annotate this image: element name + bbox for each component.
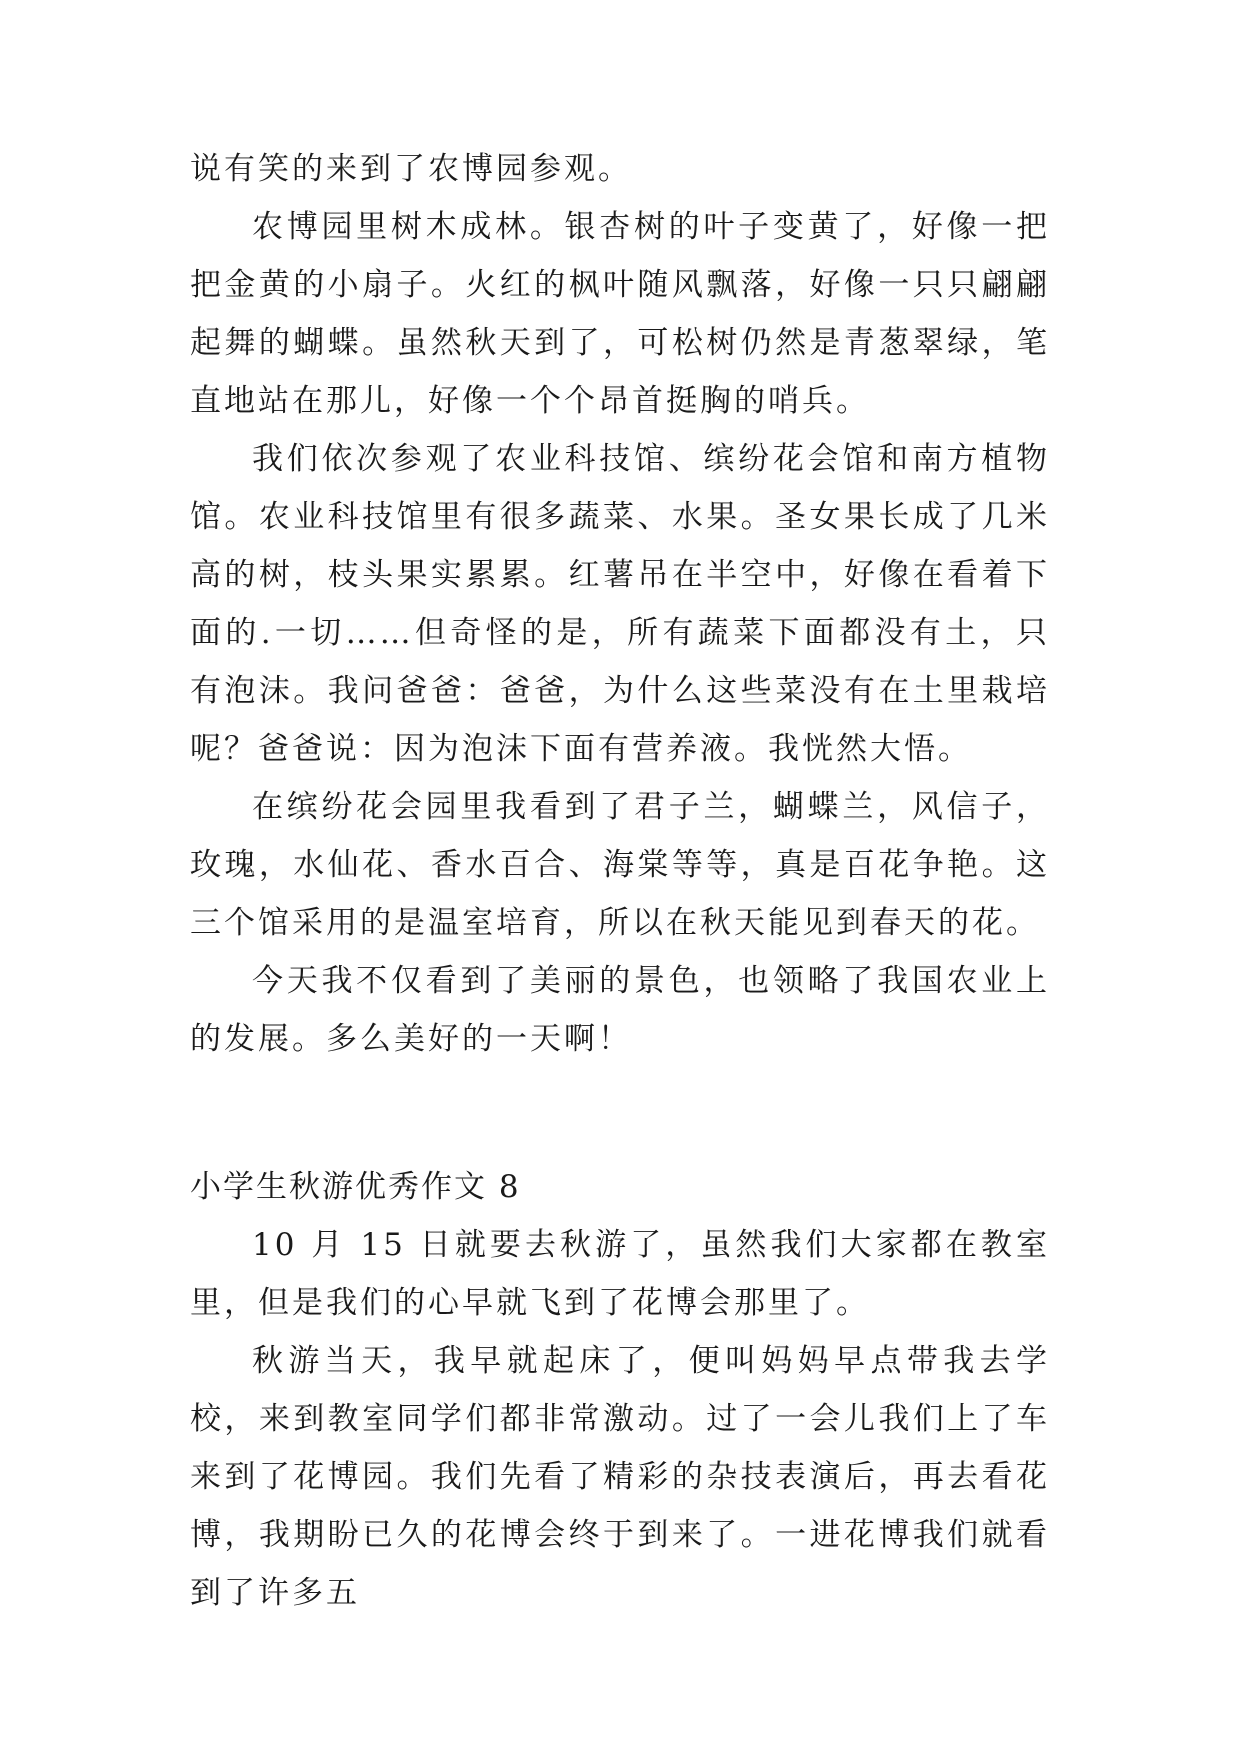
paragraph-trip-day: 秋游当天，我早就起床了，便叫妈妈早点带我去学校，来到教室同学们都非常激动。过了一会儿我们上了车来到了花博园。我们先看了精彩的杂技表演后，再去看花博，我期盼已久的花博会终于到来了。一进花博我们就看到了许多五 (190, 1343, 1050, 1611)
paragraph-forest: 农博园里树木成林。银杏树的叶子变黄了，好像一把把金黄的小扇子。火红的枫叶随风飘落，好像一只只翩翩起舞的蝴蝶。虽然秋天到了，可松树仍然是青葱翠绿，笔直地站在那儿，好像一个个昂首挺胸的哨兵。 (190, 209, 1050, 419)
essay-part-2 (190, 1158, 1050, 1622)
paragraph-before-trip: 10 月 15 日就要去秋游了，虽然我们大家都在教室里，但是我们的心早就飞到了花博会那里了。 (190, 1227, 1050, 1321)
paragraph-science-hall: 我们依次参观了农业科技馆、缤纷花会馆和南方植物馆。农业科技馆里有很多蔬菜、水果。圣女果长成了几米高的树，枝头果实累累。红薯吊在半空中，好像在看着下面的.一切……但奇怪的是，所有蔬菜下面都没有土，只有泡沫。我问爸爸：爸爸，为什么这些菜没有在土里栽培呢？爸爸说：因为泡沫下面有营养液。我恍然大悟。 (190, 441, 1050, 767)
paragraph-flower-hall: 在缤纷花会园里我看到了君子兰，蝴蝶兰，风信子，玫瑰，水仙花、香水百合、海棠等等，真是百花争艳。这三个馆采用的是温室培育，所以在秋天能见到春天的花。 (190, 789, 1050, 941)
paragraph-conclusion: 今天我不仅看到了美丽的景色，也领略了我国农业上的发展。多么美好的一天啊！ (190, 963, 1050, 1057)
essay-part-1 (190, 140, 1050, 1068)
essay-heading: 小学生秋游优秀作文 8 (190, 1169, 521, 1205)
continued-paragraph: 说有笑的来到了农博园参观。 (190, 151, 632, 187)
